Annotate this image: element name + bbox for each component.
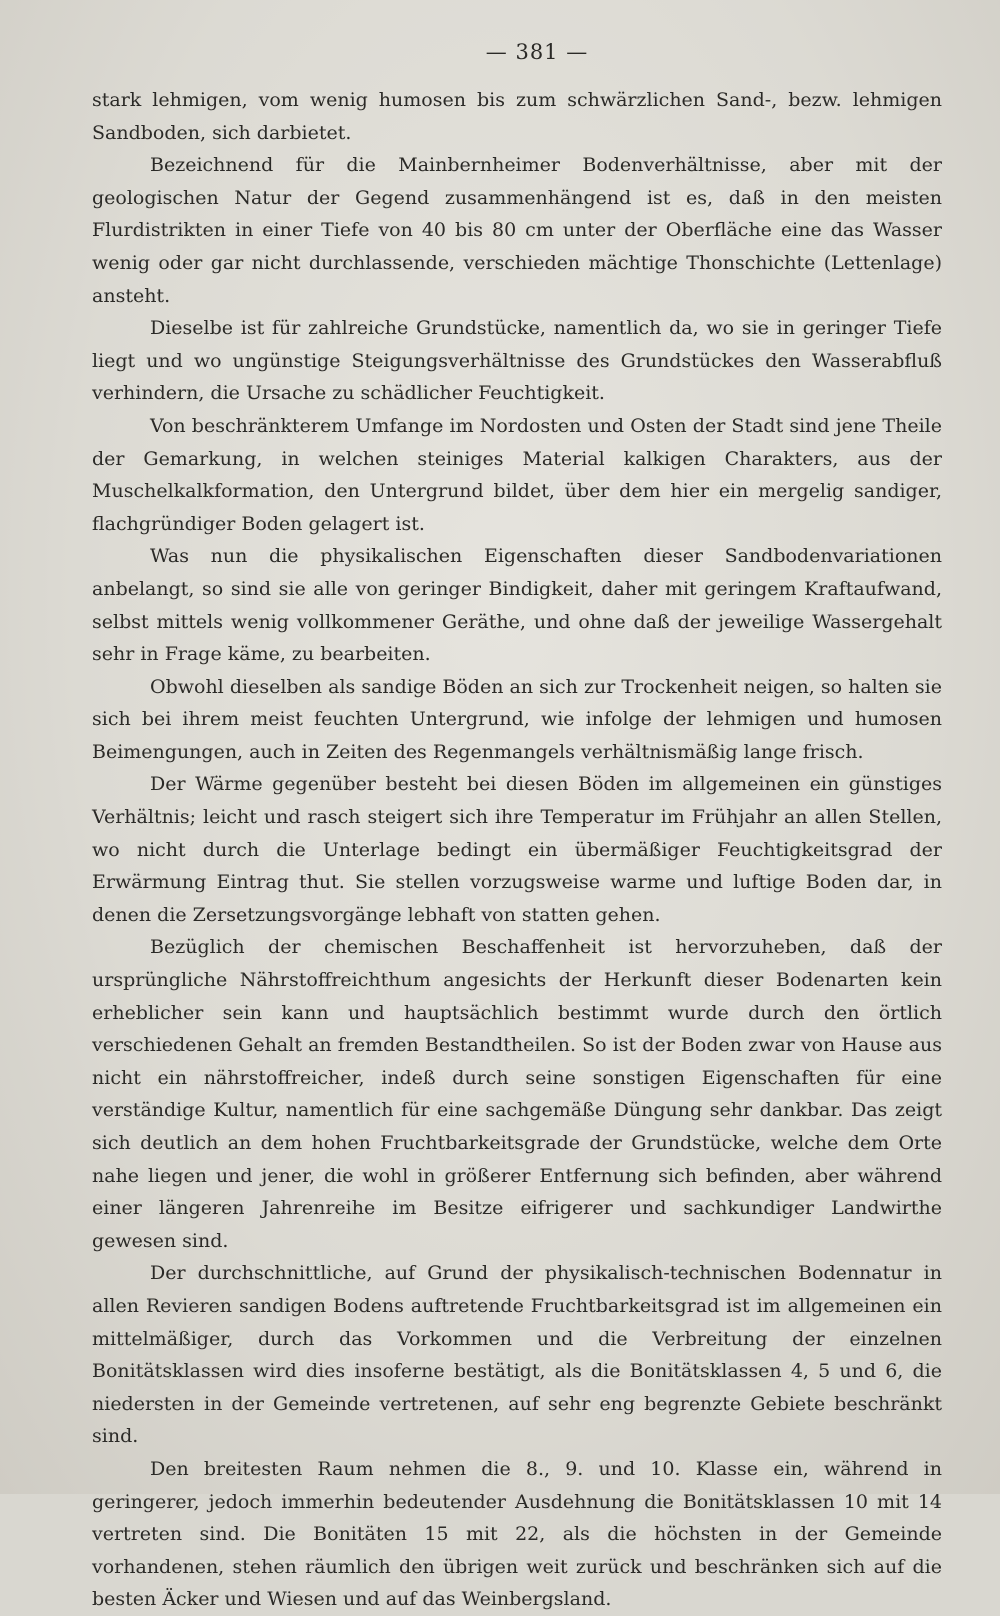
paragraph: Bezeichnend für die Mainbernheimer Bodenverhältnisse, aber mit der geologischen Natur der Gegend zusammenhängend ist es, daß in den meisten Flurdistrikten in einer Tiefe von 40 bis 80 cm unter der Oberfläche eine das Wasser wenig oder gar nicht durchlassende, verschieden mächtige Thonschichte (Lettenlage) ansteht. — [92, 154, 942, 307]
paragraph: Von beschränkterem Umfange im Nordosten und Osten der Stadt sind jene Theile der Gemarkung, in welchen steiniges Material kalkigen Charakters, aus der Muschelkalkformation, den Untergrund bildet, über dem hier ein mergelig sandiger, flachgründiger Boden gelagert ist. — [92, 414, 942, 535]
paragraph: Was nun die physikalischen Eigenschaften dieser Sandbodenvariationen anbelangt, so sind sie alle von geringer Bindigkeit, daher mit geringem Kraftaufwand, selbst mittels wenig vollkommener Geräthe, und ohne daß der jeweilige Wassergehalt sehr in Frage käme, zu bearbeiten. — [92, 545, 942, 666]
page-number: — 381 — — [485, 40, 589, 64]
paragraph: Der Wärme gegenüber besteht bei diesen Böden im allgemeinen ein günstiges Verhältnis; leicht und rasch steigert sich ihre Temperatur im Frühjahr an allen Stellen, wo nicht durch die Unterlage bedingt ein übermäßiger Feuchtigkeitsgrad der Erwärmung Eintrag thut. Sie stellen vorzugsweise warme und luftige Boden dar, in denen die Zersetzungsvorgänge lebhaft von statten gehen. — [92, 773, 942, 926]
paragraph: Obwohl dieselben als sandige Böden an sich zur Trockenheit neigen, so halten sie sich bei ihrem meist feuchten Untergrund, wie infolge der lehmigen und humosen Beimengungen, auch in Zeiten des Regenmangels verhältnismäßig lange frisch. — [92, 675, 942, 763]
body-text — [92, 84, 942, 1616]
paragraph: Den breitesten Raum nehmen die 8., 9. und 10. Klasse ein, während in geringerer, jedoch immerhin bedeutender Ausdehnung die Bonitätsklassen 10 mit 14 vertreten sind. Die Bonitäten 15 mit 22, als die höchsten in der Gemeinde vorhandenen, stehen räumlich den übrigen weit zurück und beschränken sich auf die besten Äcker und Wiesen und auf das Weinbergsland. — [92, 1457, 942, 1611]
paragraph: Dieselbe ist für zahlreiche Grundstücke, namentlich da, wo sie in geringer Tiefe liegt und wo ungünstige Steigungsverhältnisse des Grundstückes den Wasserabfluß verhindern, die Ursache zu schädlicher Feuchtigkeit. — [92, 317, 942, 405]
paragraph: stark lehmigen, vom wenig humosen bis zum schwärzlichen Sand-, bezw. lehmigen Sandboden, sich darbietet. — [92, 89, 942, 144]
paragraph: Bezüglich der chemischen Beschaffenheit ist hervorzuheben, daß der ursprüngliche Nährstoffreichthum angesichts der Herkunft dieser Bodenarten kein erheblicher sein kann und hauptsächlich bestimmt wurde durch den örtlich verschiedenen Gehalt an fremden Bestandtheilen. So ist der Boden zwar von Hause aus nicht ein nährstoffreicher, indeß durch seine sonstigen Eigenschaften für eine verständige Kultur, namentlich für eine sachgemäße Düngung sehr dankbar. Das zeigt sich deutlich an dem hohen Fruchtbarkeitsgrade der Grundstücke, welche dem Orte nahe liegen und jener, die wohl in größerer Entfernung sich befinden, aber während einer längeren Jahrenreihe im Besitze eifrigerer und sachkundiger Landwirthe gewesen sind. — [92, 936, 942, 1252]
paragraph: Der durchschnittliche, auf Grund der physikalisch-technischen Bodennatur in allen Revieren sandigen Bodens auftretende Fruchtbarkeitsgrad ist im allgemeinen ein mittelmäßiger, durch das Vorkommen und die Verbreitung der einzelnen Bonitätsklassen wird dies insoferne bestätigt, als die Bonitätsklassen 4, 5 und 6, die niedersten in der Gemeinde vertretenen, auf sehr eng begrenzte Gebiete beschränkt sind. — [92, 1262, 942, 1448]
